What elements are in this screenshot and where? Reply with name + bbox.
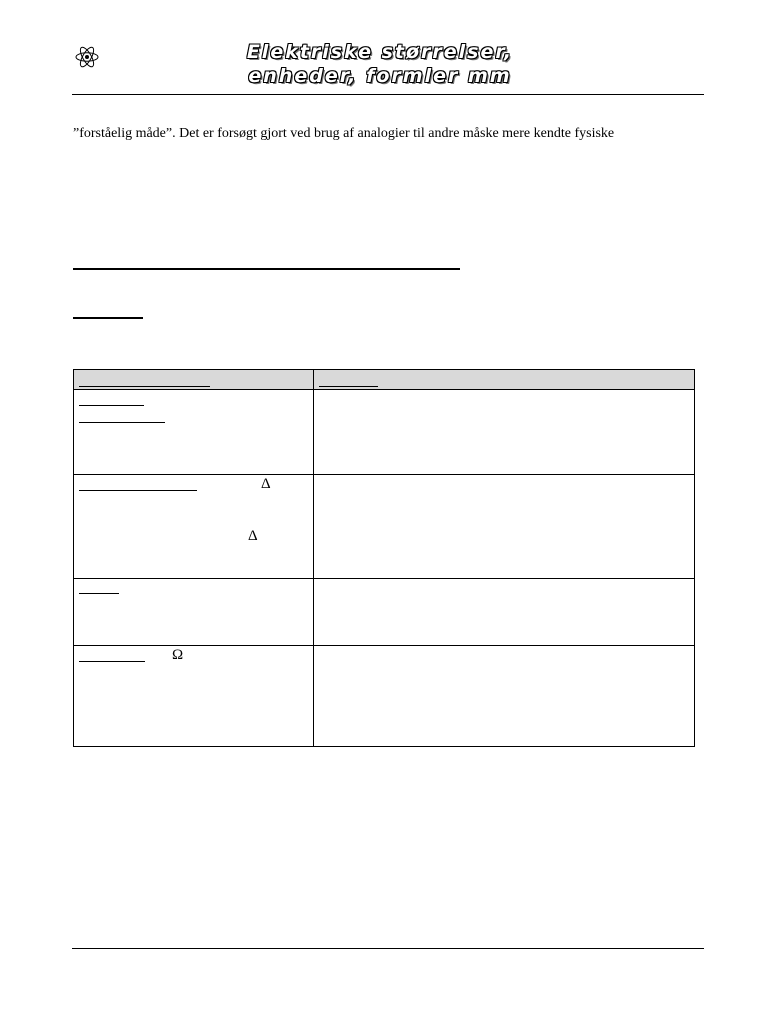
document-title [140,40,620,88]
column-divider [313,370,314,746]
row-1-underline-2 [79,422,165,423]
title-line-1: Elektriske størrelser, [246,41,514,63]
row-2-underline [79,490,197,491]
row-1-underline-1 [79,405,144,406]
table-row-divider [74,578,694,579]
underlined-subheading-line [73,317,143,319]
header-rule [72,94,704,95]
footer-rule [72,948,704,949]
table-row-divider [74,645,694,646]
delta-symbol: Δ [248,528,258,544]
quantities-table [73,369,695,747]
title-line-2: enheder, formler mm [248,65,512,87]
header-cell-2-underline [319,386,378,387]
atom-icon [74,44,100,70]
intro-paragraph: ”forståelig måde”. Det er forsøgt gjort ved brug af analogier til andre måske mere kendte fysiske [73,126,615,141]
table-header-row [74,370,694,390]
table-row-divider [74,474,694,475]
underlined-heading-line [73,268,460,270]
delta-symbol: Δ [261,476,271,492]
header-cell-1-underline [79,386,210,387]
omega-symbol: Ω [172,647,184,663]
row-4-underline [79,661,145,662]
row-3-underline [79,593,119,594]
